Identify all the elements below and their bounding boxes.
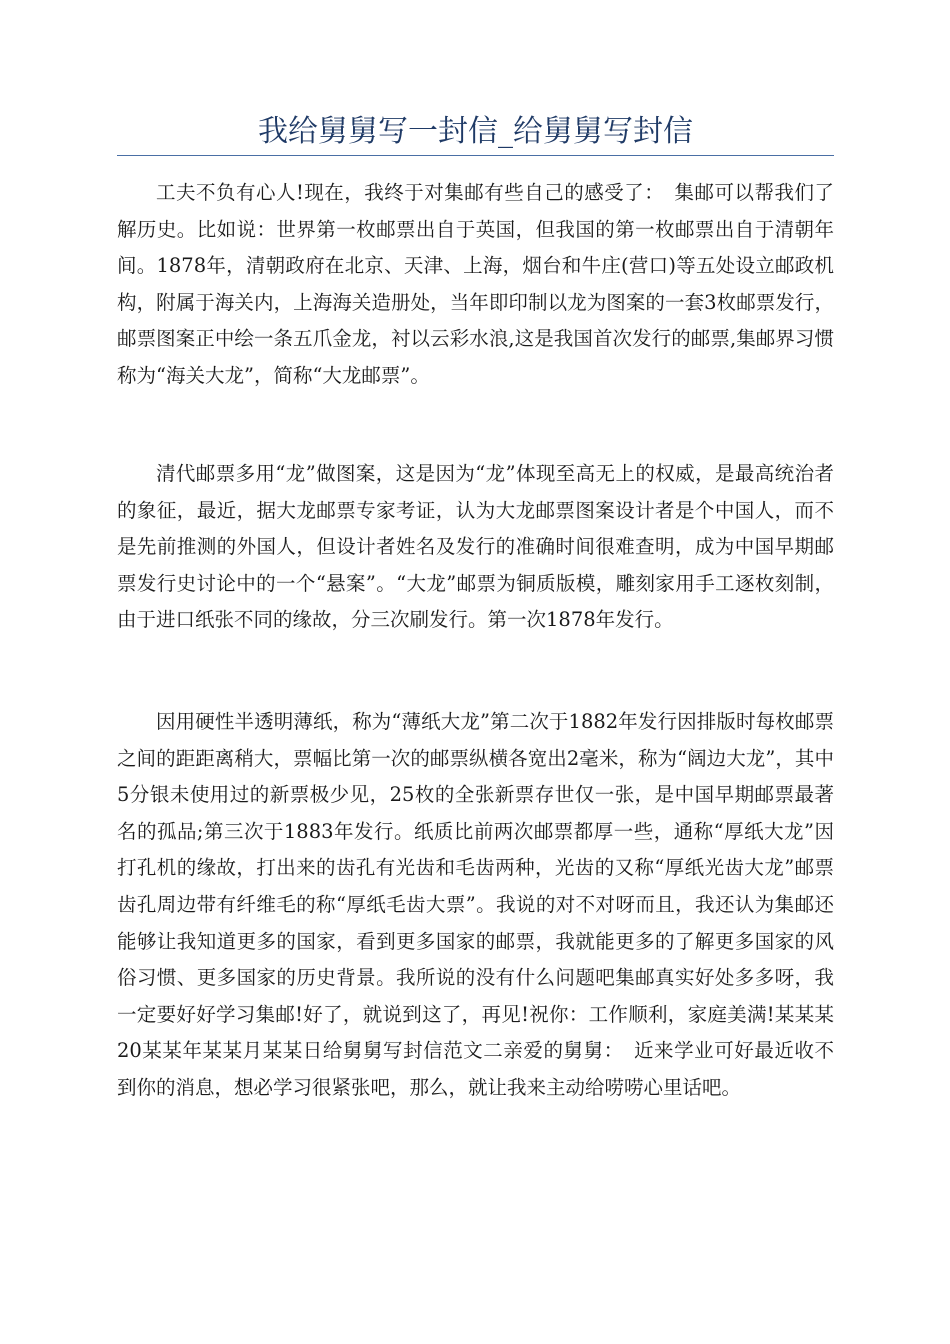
paragraph-1: 工夫不负有心人!现在，我终于对集邮有些自己的感受了： 集邮可以帮我们了解历史。比如说：世界第一枚邮票出自于英国，但我国的第一枚邮票出自于清朝年间。1878年，清朝政府在北京、天津、上海，烟台和牛庄(营口)等五处设立邮政机构，附属于海关内，上海海关造册处，当年即印制以龙为图案的一套3枚邮票发行，邮票图案正中绘一条五爪金龙，衬以云彩水浪,这是我国首次发行的邮票,集邮界习惯称为“海关大龙”，简称“大龙邮票”。 [117,181,834,387]
title-underline [117,155,834,156]
document-title: 我给舅舅写一封信_给舅舅写封信 [258,114,693,149]
paragraph-3: 因用硬性半透明薄纸，称为“薄纸大龙”第二次于1882年发行因排版时每枚邮票之间的距距离稍大，票幅比第一次的邮票纵横各宽出2毫米，称为“阔边大龙”，其中5分银未使用过的新票极少见，25枚的全张新票存世仅一张，是中国早期邮票最著名的孤品;第三次于1883年发行。纸质比前两次邮票都厚一些，通称“厚纸大龙”因打孔机的缘故，打出来的齿孔有光齿和毛齿两种，光齿的又称“厚纸光齿大龙”邮票齿孔周边带有纤维毛的称“厚纸毛齿大票”。我说的对不对呀而且，我还认为集邮还能够让我知道更多的国家，看到更多国家的邮票，我就能更多的了解更多国家的风俗习惯、更多国家的历史背景。我所说的没有什么问题吧集邮真实好处多多呀，我一定要好好学习集邮!好了，就说到这了，再见!祝你：工作顺利，家庭美满!某某某20某某年某某月某某日给舅舅写封信范文二亲爱的舅舅： 近来学业可好最近收不到你的消息，想必学习很紧张吧，那么，就让我来主动给唠唠心里话吧。 [117,710,834,1099]
paragraph-2: 清代邮票多用“龙”做图案，这是因为“龙”体现至高无上的权威，是最高统治者的象征，最近，据大龙邮票专家考证，认为大龙邮票图案设计者是个中国人，而不是先前推测的外国人，但设计者姓名及发行的准确时间很难查明，成为中国早期邮票发行史讨论中的一个“悬案”。“大龙”邮票为铜质版模，雕刻家用手工逐枚刻制，由于进口纸张不同的缘故，分三次刷发行。第一次1878年发行。 [117,462,834,632]
